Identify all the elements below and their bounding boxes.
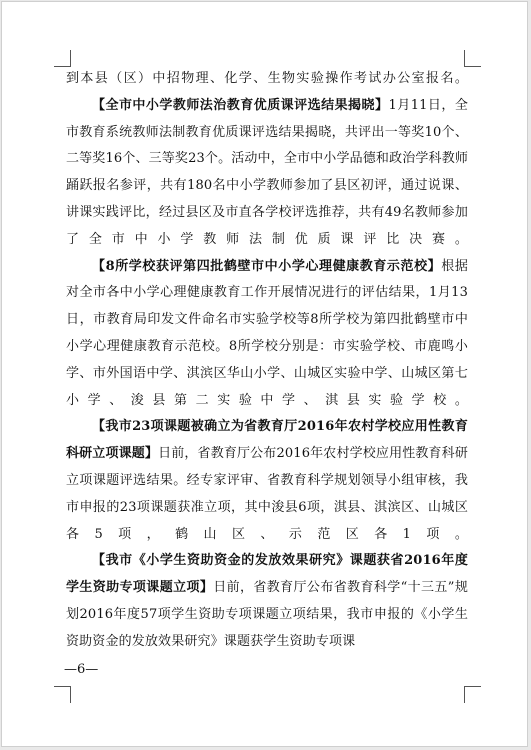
- page-number: —6—: [64, 662, 99, 677]
- crop-mark-bottom-left: [54, 686, 71, 703]
- paragraph-5: [66, 548, 468, 655]
- document-page: [1, 1, 528, 747]
- crop-mark-top-left: [54, 50, 71, 67]
- paragraph-3-text: 根据对全市各中小学心理健康教育工作开展情况进行的评估结果，1月13日，市教育局印发文件命名市实验学校等8所学校为第四批鹤壁市中小学心理健康教育示范校。8所学校分别是：市实验学校、市鹿鸣小学、市外国语中学、淇滨区华山小学、山城区实验中学、山城区第七小学、浚县第二实验中学、淇县实验学校。: [66, 258, 468, 408]
- crop-mark-bottom-right: [464, 686, 481, 703]
- paragraph-4-title: 【我市23项课题被确立为省教育厅2016年农村学校应用性教育科研立项课题】: [66, 419, 468, 462]
- paragraph-4-text: 日前，省教育厅公布2016年农村学校应用性教育科研立项课题评选结果。经专家评审、省教育科学规划领导小组审核，我市申报的23项课题获准立项，其中浚县6项，淇县、淇滨区、山城区各5项，鹤山区、示范区各1项。: [66, 446, 468, 542]
- paragraph-3-title: 【8所学校获评第四批鹤壁市中小学心理健康教育示范校】: [92, 258, 442, 274]
- paragraph-1-text: 到本县（区）中招物理、化学、生物实验操作考试办公室报名。: [66, 71, 468, 86]
- paragraph-4: [66, 414, 468, 548]
- paragraph-2-text: 1月11日，全市教育系统教师法制教育优质课评选结果揭晓，共评出一等奖10个、二等奖16个、三等奖23个。活动中，全市中小学品德和政治学科教师踊跃报名参评，共有180名中小学教师参加了县区初评，通过说课、讲课实践评比，经过县区及市直各学校评选推荐，共有49名教师参加了全市中小学教师法制优质课评比决赛。: [66, 97, 468, 247]
- paragraph-2: [66, 93, 468, 254]
- paragraph-3: [66, 254, 468, 415]
- crop-mark-top-right: [464, 50, 481, 67]
- document-body: [66, 66, 468, 656]
- paragraph-5-text: 日前，省教育厅公布省教育科学“十三五”规划2016年度57项学生资助专项课题立项结果，我市申报的《小学生资助资金的发放效果研究》课题获学生资助专项课: [66, 580, 468, 649]
- paragraph-2-title: 【全市中小学教师法治教育优质课评选结果揭晓】: [92, 97, 389, 113]
- paragraph-1: [66, 66, 468, 93]
- paragraph-5-title: 【我市《小学生资助资金的发放效果研究》课题获省2016年度学生资助专项课题立项】: [66, 553, 468, 596]
